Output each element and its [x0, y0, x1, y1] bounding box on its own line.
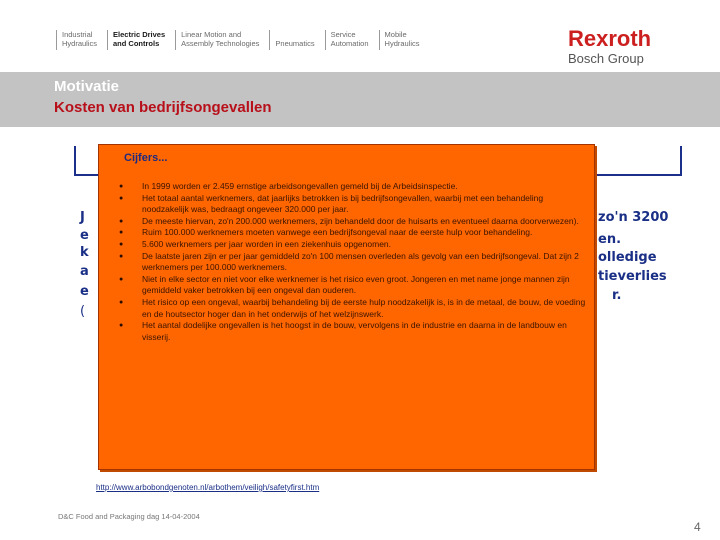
list-item: ● Het totaal aantal werknemers, dat jaarlijks betrokken is bij bedrijfsongevallen, waarbij met een behandeling noodzakelijk was, bedraagt ongeveer 320.000 per jaar. — [115, 193, 587, 216]
nav-label-line2: Assembly Technologies — [181, 39, 260, 48]
bg-fragment: e — [80, 228, 89, 243]
bg-fragment: ( — [80, 304, 86, 319]
list-item: ● Het risico op een ongeval, waarbij behandeling bij de eerste hulp noodzakelijk is, is in de metaal, de bouw, de voeding en de houtsector hoger dan in het onderwijs of het welzijnswerk. — [115, 297, 587, 320]
brand-name: Rexroth — [568, 26, 652, 51]
slide-subtitle: Kosten van bedrijfsongevallen — [54, 99, 272, 116]
list-item: ● Ruim 100.000 werknemers moeten vanwege een bedrijfsongeval naar de eerste hulp voor behandeling. — [115, 227, 587, 239]
statistics-list — [115, 181, 587, 343]
bg-fragment: J — [80, 210, 85, 225]
nav-label-line2: and Controls — [113, 39, 160, 48]
list-item: ● In 1999 worden er 2.459 ernstige arbeidsongevallen gemeld bij de Arbeidsinspectie. — [115, 181, 587, 193]
nav-label-line1: Pneumatics — [275, 39, 315, 48]
popup-title: Cijfers... — [124, 152, 168, 164]
rexroth-logo — [568, 27, 651, 65]
nav-label-line1: Service — [330, 30, 356, 39]
nav-item-electric-drives[interactable] — [107, 30, 165, 50]
list-item: ● Niet in elke sector en niet voor elke werknemer is het risico even groot. Jongeren en met name jonge mannen zijn gemiddeld vaker betrokken bij een ongeval dan ouderen. — [115, 274, 587, 297]
nav-divider — [107, 30, 108, 50]
nav-label-line1: Mobile — [384, 30, 407, 39]
nav-label-line1: Linear Motion and — [181, 30, 242, 39]
nav-item-mobile-hydraulics[interactable] — [379, 30, 420, 50]
list-item: ● 5.600 werknemers per jaar worden in een ziekenhuis opgenomen. — [115, 239, 587, 251]
bg-fragment: olledige — [598, 250, 657, 265]
bg-fragment: tieverlies — [598, 269, 667, 284]
footer-caption: D&C Food and Packaging dag 14-04-2004 — [58, 512, 200, 521]
bg-fragment: r. — [612, 288, 622, 303]
statistics-popup — [98, 144, 595, 470]
bg-fragment: en. — [598, 232, 622, 247]
bg-fragment: zo'n 3200 — [598, 210, 669, 225]
brand-subtitle: Bosch Group — [568, 51, 644, 66]
nav-divider — [56, 30, 57, 50]
page-number: 4 — [694, 520, 701, 534]
bg-fragment: k — [80, 245, 89, 260]
division-nav — [56, 30, 430, 50]
list-item: ● De meeste hiervan, zo'n 200.000 werknemers, zijn behandeld door de huisarts en eventueel daarna doorverwezen). — [115, 216, 587, 228]
source-link[interactable]: http://www.arbobondgenoten.nl/arbothem/veiligh/safetyfirst.htm — [96, 483, 320, 492]
nav-divider — [325, 30, 326, 50]
bg-fragment: a — [80, 264, 89, 279]
list-item: ● De laatste jaren zijn er per jaar gemiddeld zo'n 100 mensen overleden als gevolg van een bedrijfsongeval. Dat zijn 2 werknemers per 100.000 werknemers. — [115, 251, 587, 274]
nav-label-line1: Electric Drives — [113, 30, 166, 39]
nav-item-service-automation[interactable] — [325, 30, 369, 50]
nav-label-line2: Hydraulics — [384, 39, 420, 48]
list-item: ● Het aantal dodelijke ongevallen is het hoogst in de bouw, vervolgens in de industrie en daarna in de landbouw en visserij. — [115, 320, 587, 343]
slide-title: Motivatie — [54, 78, 120, 95]
bg-fragment: e — [80, 284, 89, 299]
nav-divider — [175, 30, 176, 50]
nav-divider — [269, 30, 270, 50]
nav-item-linear-motion[interactable] — [175, 30, 259, 50]
nav-label-line2: Hydraulics — [62, 39, 98, 48]
nav-item-industrial-hydraulics[interactable] — [56, 30, 97, 50]
nav-item-pneumatics[interactable] — [269, 30, 314, 50]
nav-divider — [379, 30, 380, 50]
title-bar — [0, 72, 720, 127]
nav-label-line2: Automation — [330, 39, 369, 48]
nav-label-line1: Industrial — [62, 30, 93, 39]
